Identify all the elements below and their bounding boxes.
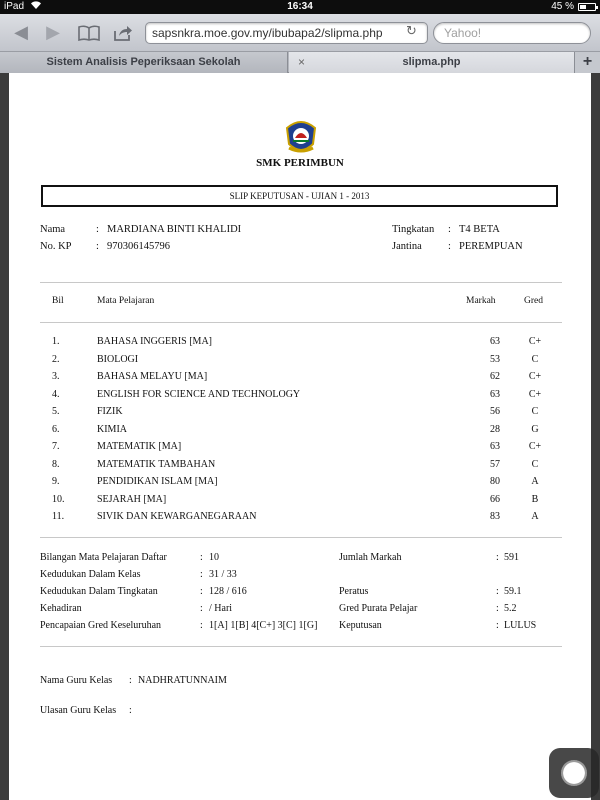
row-mark: 53 — [490, 353, 500, 365]
row-mark: 63 — [490, 336, 500, 347]
row-no: 2. — [52, 353, 60, 365]
row-no: 3. — [52, 371, 60, 382]
row-grade: C+ — [528, 441, 542, 452]
row-grade: C — [531, 406, 539, 417]
battery-icon — [578, 3, 596, 11]
row-grade: B — [531, 493, 539, 505]
sep: : — [129, 675, 132, 686]
row-mark: 66 — [490, 493, 500, 505]
registered-subjects-label: Bilangan Mata Pelajaran Daftar — [40, 552, 167, 563]
grade-summary-label: Pencapaian Gred Keseluruhan — [40, 620, 162, 631]
row-no: 5. — [52, 406, 60, 417]
attendance-value: / Hari — [209, 603, 233, 614]
forward-button[interactable]: ▶ — [46, 22, 60, 43]
teacher-name: NADHRATUNNAIM — [138, 675, 227, 686]
new-tab-button[interactable]: + — [574, 52, 600, 73]
table-row — [0, 459, 600, 476]
sep: : — [496, 620, 499, 631]
row-subject: SIVIK DAN KEWARGANEGARAAN — [97, 511, 257, 522]
col-header-mark: Markah — [466, 296, 496, 306]
row-mark: 83 — [490, 511, 500, 522]
result-value: LULUS — [504, 620, 537, 631]
row-grade: C — [531, 353, 539, 365]
row-grade: A — [531, 476, 539, 487]
tab-slipma[interactable]: slipma.php — [289, 52, 574, 73]
class-position-value: 31 / 33 — [209, 569, 237, 580]
slip-title: SLIP KEPUTUSAN - UJIAN 1 - 2013 — [41, 185, 558, 207]
row-subject: KIMIA — [97, 423, 127, 435]
row-subject: PENDIDIKAN ISLAM [MA] — [97, 476, 218, 487]
name-label: Nama — [40, 224, 66, 235]
row-grade: C+ — [528, 371, 542, 382]
class-value: T4 BETA — [459, 224, 500, 235]
gpa-value: 5.2 — [504, 603, 517, 614]
percentage-label: Peratus — [339, 586, 369, 597]
row-subject: BIOLOGI — [97, 353, 139, 365]
row-subject: MATEMATIK [MA] — [97, 441, 182, 452]
sep: : — [129, 705, 132, 716]
row-grade: C+ — [528, 336, 542, 347]
browser-toolbar — [0, 14, 600, 52]
table-row — [0, 476, 600, 493]
class-label: Tingkatan — [392, 224, 435, 235]
gpa-label: Gred Purata Pelajar — [339, 603, 418, 614]
col-header-subject: Mata Pelajaran — [97, 296, 155, 306]
divider — [40, 322, 562, 323]
ic-separator: : — [96, 241, 99, 252]
table-row — [0, 336, 600, 353]
school-name: SMK PERIMBUN — [256, 157, 344, 169]
sep: : — [496, 552, 499, 563]
url-field[interactable]: sapsnkra.moe.gov.my/ibubapa2/slipma.php — [145, 22, 428, 44]
row-grade: C — [531, 458, 539, 470]
divider — [40, 537, 562, 538]
row-no: 11. — [52, 511, 65, 522]
carrier-label: iPad — [4, 1, 25, 12]
clock: 16:34 — [287, 1, 313, 12]
row-mark: 28 — [490, 423, 500, 435]
class-position-label: Kedudukan Dalam Kelas — [40, 569, 141, 580]
row-subject: BAHASA MELAYU [MA] — [97, 371, 208, 382]
row-subject: BAHASA INGGERIS [MA] — [97, 336, 213, 347]
close-tab-icon[interactable]: × — [298, 55, 306, 69]
ic-label: No. KP — [40, 241, 72, 252]
reload-icon[interactable]: ↻ — [406, 24, 417, 39]
class-separator: : — [448, 224, 451, 235]
row-mark: 80 — [490, 476, 500, 487]
table-row — [0, 354, 600, 371]
row-grade: G — [531, 423, 539, 435]
table-row — [0, 424, 600, 441]
registered-subjects-value: 10 — [209, 552, 219, 563]
row-grade: A — [531, 511, 539, 522]
sep: : — [200, 569, 203, 580]
search-input[interactable]: Yahoo! — [433, 22, 591, 44]
gender-separator: : — [448, 241, 451, 252]
sep: : — [496, 586, 499, 597]
row-mark: 63 — [490, 441, 500, 452]
sep: : — [200, 552, 203, 563]
row-no: 4. — [52, 388, 60, 400]
table-row — [0, 511, 600, 528]
row-no: 1. — [52, 336, 60, 347]
grade-summary-value: 1[A] 1[B] 4[C+] 3[C] 1[G] — [209, 620, 318, 631]
row-subject: FIZIK — [97, 406, 123, 417]
table-row — [0, 406, 600, 423]
school-crest-icon — [283, 118, 319, 156]
table-row — [0, 441, 600, 458]
row-no: 7. — [52, 441, 60, 452]
total-marks-label: Jumlah Markah — [339, 552, 402, 563]
row-grade: C+ — [528, 388, 542, 400]
sep: : — [200, 620, 203, 631]
total-marks-value: 591 — [504, 552, 519, 563]
row-no: 10. — [52, 493, 65, 505]
sep: : — [496, 603, 499, 614]
form-position-label: Kedudukan Dalam Tingkatan — [40, 586, 158, 597]
tab-sistem-analisis[interactable]: Sistem Analisis Peperiksaan Sekolah — [0, 52, 288, 73]
result-label: Keputusan — [339, 620, 382, 631]
status-bar — [0, 0, 600, 14]
share-button[interactable] — [110, 21, 136, 45]
assistive-touch-icon — [561, 760, 587, 786]
row-no: 6. — [52, 423, 60, 435]
row-subject: MATEMATIK TAMBAHAN — [97, 458, 216, 470]
divider — [40, 646, 562, 647]
row-mark: 56 — [490, 406, 500, 417]
ic-number: 970306145796 — [107, 241, 170, 252]
battery-percentage: 45 % — [551, 1, 574, 12]
form-position-value: 128 / 616 — [209, 586, 247, 597]
row-subject: ENGLISH FOR SCIENCE AND TECHNOLOGY — [97, 388, 301, 400]
divider — [40, 282, 562, 283]
student-name: MARDIANA BINTI KHALIDI — [107, 224, 242, 235]
attendance-label: Kehadiran — [40, 603, 82, 614]
gender-value: PEREMPUAN — [459, 241, 523, 252]
teacher-label: Nama Guru Kelas — [40, 675, 113, 686]
table-row — [0, 494, 600, 511]
row-mark: 62 — [490, 371, 500, 382]
sep: : — [200, 603, 203, 614]
sep: : — [200, 586, 203, 597]
col-header-grade: Gred — [524, 296, 543, 306]
percentage-value: 59.1 — [504, 586, 522, 597]
table-row — [0, 371, 600, 388]
table-row — [0, 389, 600, 406]
row-mark: 63 — [490, 388, 500, 400]
comment-label: Ulasan Guru Kelas — [40, 705, 117, 716]
bookmarks-button[interactable] — [76, 21, 102, 45]
back-button[interactable]: ◀ — [14, 22, 28, 43]
row-no: 9. — [52, 476, 60, 487]
assistive-touch-button[interactable] — [549, 748, 599, 798]
gender-label: Jantina — [392, 241, 422, 252]
tab-bar — [0, 52, 600, 73]
col-header-no: Bil — [52, 296, 64, 306]
name-separator: : — [96, 224, 99, 235]
row-mark: 57 — [490, 458, 500, 470]
row-subject: SEJARAH [MA] — [97, 493, 167, 505]
row-no: 8. — [52, 458, 60, 470]
book-icon — [78, 25, 100, 41]
share-icon — [113, 25, 133, 41]
